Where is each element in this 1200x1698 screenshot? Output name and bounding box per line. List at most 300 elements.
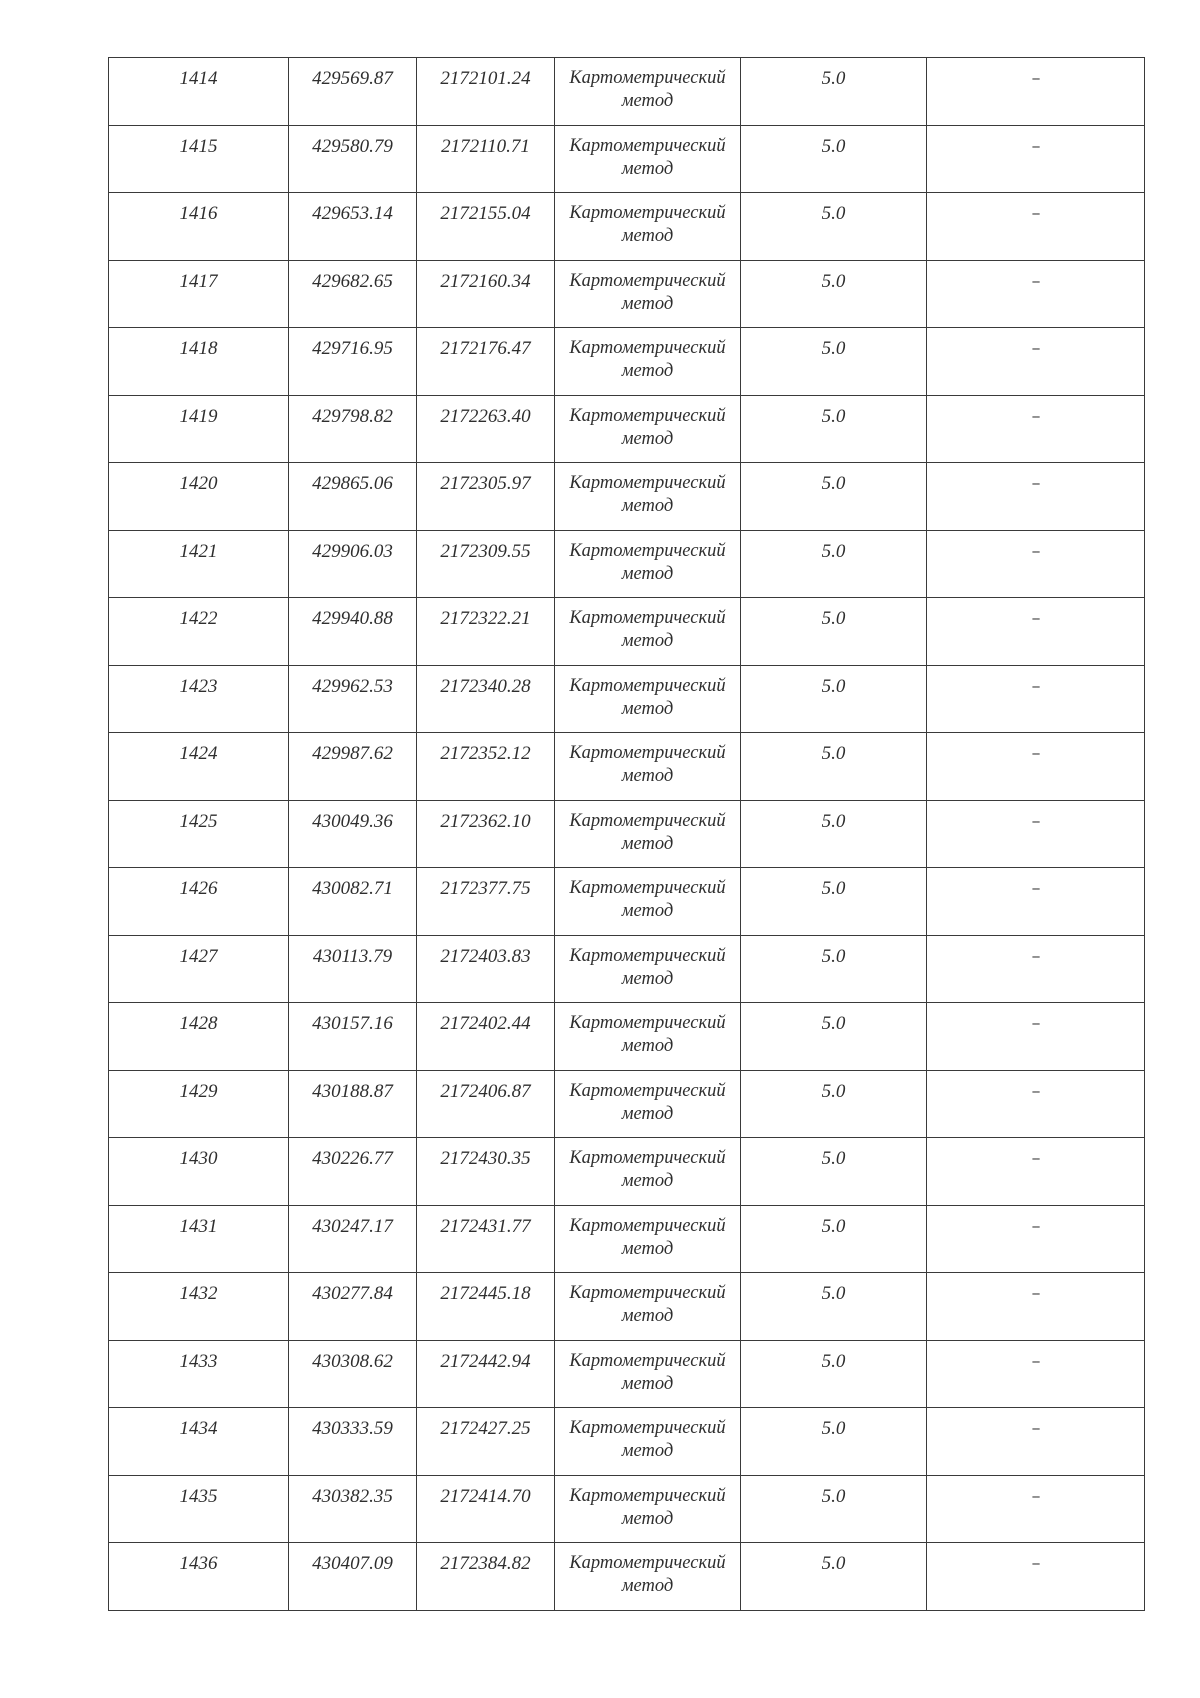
- point-number-cell: [109, 868, 289, 936]
- y-coordinate-cell: [417, 260, 555, 328]
- method-line-2: метод: [621, 698, 674, 719]
- y-coordinate-cell: [417, 598, 555, 666]
- accuracy-cell: [741, 935, 927, 1003]
- table-row: [109, 1205, 1145, 1273]
- method-line-2: метод: [621, 1373, 674, 1394]
- point-number-cell: [109, 800, 289, 868]
- accuracy-text: 5.0: [821, 473, 846, 494]
- x-coordinate-cell: [289, 1138, 417, 1206]
- method-cell: [555, 1475, 741, 1543]
- x-coordinate-text: 429906.03: [312, 540, 393, 562]
- accuracy-cell: [741, 1003, 927, 1071]
- point-number-cell: [109, 1003, 289, 1071]
- y-coordinate-cell: [417, 463, 555, 531]
- note-text: --: [1031, 1218, 1040, 1234]
- method-line-2: метод: [621, 1171, 674, 1191]
- method-cell: [555, 463, 741, 531]
- method-line-1: Картометрический: [569, 1283, 726, 1303]
- x-coordinate-cell: [289, 733, 417, 801]
- note-text: --: [1031, 1556, 1040, 1571]
- y-coordinate-text: 2172427.25: [440, 1418, 531, 1439]
- y-coordinate-text: 2172402.44: [440, 1013, 531, 1034]
- table-row: [109, 125, 1145, 193]
- note-cell: [927, 935, 1145, 1003]
- table-row: [109, 530, 1145, 598]
- y-coordinate-cell: [417, 125, 555, 193]
- y-coordinate-text: 2172305.97: [440, 473, 531, 494]
- method-line-1: Картометрический: [569, 473, 726, 493]
- note-cell: [927, 530, 1145, 598]
- point-number-cell: [109, 1408, 289, 1476]
- note-text: --: [1031, 1421, 1040, 1436]
- point-number-cell: [109, 463, 289, 531]
- x-coordinate-text: 430082.71: [312, 878, 393, 899]
- note-cell: [927, 58, 1145, 126]
- method-line-1: Картометрический: [569, 1418, 726, 1438]
- note-text: --: [1031, 611, 1040, 626]
- y-coordinate-cell: [417, 800, 555, 868]
- accuracy-text: 5.0: [821, 270, 846, 292]
- method-line-1: Картометрический: [569, 1350, 726, 1371]
- note-text: --: [1031, 1083, 1040, 1099]
- note-cell: [927, 463, 1145, 531]
- x-coordinate-text: 430407.09: [312, 1553, 393, 1574]
- x-coordinate-cell: [289, 598, 417, 666]
- y-coordinate-text: 2172442.94: [440, 1350, 531, 1372]
- table-row: [109, 1070, 1145, 1138]
- table-row: [109, 395, 1145, 463]
- x-coordinate-cell: [289, 260, 417, 328]
- method-line-2: метод: [621, 766, 674, 786]
- note-text: --: [1031, 1353, 1040, 1369]
- coordinates-table: [108, 57, 1145, 1611]
- x-coordinate-cell: [289, 1205, 417, 1273]
- accuracy-text: 5.0: [821, 338, 846, 359]
- y-coordinate-text: 2172406.87: [440, 1080, 531, 1102]
- accuracy-cell: [741, 395, 927, 463]
- method-line-1: Картометрический: [569, 1553, 726, 1573]
- table-row: [109, 1003, 1145, 1071]
- y-coordinate-text: 2172101.24: [440, 68, 531, 89]
- method-line-1: Картометрический: [569, 1013, 726, 1033]
- x-coordinate-cell: [289, 125, 417, 193]
- accuracy-text: 5.0: [821, 675, 846, 697]
- method-cell: [555, 530, 741, 598]
- note-cell: [927, 1475, 1145, 1543]
- note-text: --: [1031, 1488, 1040, 1504]
- point-number-text: 1436: [179, 1553, 218, 1574]
- point-number-text: 1432: [179, 1283, 218, 1304]
- y-coordinate-text: 2172155.04: [440, 203, 531, 224]
- note-cell: [927, 598, 1145, 666]
- y-coordinate-cell: [417, 58, 555, 126]
- method-line-1: Картометрический: [569, 203, 726, 223]
- method-cell: [555, 1205, 741, 1273]
- note-cell: [927, 665, 1145, 733]
- x-coordinate-text: 429798.82: [312, 405, 393, 427]
- x-coordinate-text: 429569.87: [312, 68, 393, 89]
- note-text: --: [1031, 1016, 1040, 1031]
- method-line-1: Картометрический: [569, 540, 726, 561]
- note-text: --: [1031, 813, 1040, 829]
- x-coordinate-cell: [289, 935, 417, 1003]
- x-coordinate-text: 430188.87: [312, 1080, 393, 1102]
- x-coordinate-text: 430308.62: [312, 1350, 393, 1372]
- method-cell: [555, 1340, 741, 1408]
- y-coordinate-text: 2172340.28: [440, 675, 531, 697]
- accuracy-cell: [741, 1273, 927, 1341]
- table-row: [109, 58, 1145, 126]
- point-number-text: 1421: [179, 540, 218, 562]
- y-coordinate-cell: [417, 1070, 555, 1138]
- accuracy-text: 5.0: [821, 810, 846, 832]
- accuracy-cell: [741, 530, 927, 598]
- x-coordinate-text: 430333.59: [312, 1418, 393, 1439]
- method-line-1: Картометрический: [569, 1485, 726, 1506]
- y-coordinate-cell: [417, 530, 555, 598]
- accuracy-text: 5.0: [821, 1553, 846, 1574]
- note-text: --: [1031, 206, 1040, 221]
- note-cell: [927, 1340, 1145, 1408]
- method-cell: [555, 665, 741, 733]
- note-cell: [927, 1138, 1145, 1206]
- method-line-1: Картометрический: [569, 675, 726, 696]
- method-line-1: Картометрический: [569, 405, 726, 426]
- method-cell: [555, 193, 741, 261]
- method-cell: [555, 1543, 741, 1611]
- y-coordinate-text: 2172322.21: [440, 608, 531, 629]
- x-coordinate-cell: [289, 1340, 417, 1408]
- x-coordinate-cell: [289, 1543, 417, 1611]
- method-line-1: Картометрический: [569, 1148, 726, 1168]
- method-cell: [555, 58, 741, 126]
- y-coordinate-text: 2172110.71: [441, 135, 530, 157]
- point-number-cell: [109, 193, 289, 261]
- table-row: [109, 1475, 1145, 1543]
- method-cell: [555, 598, 741, 666]
- note-text: --: [1031, 881, 1040, 896]
- note-text: --: [1031, 71, 1040, 86]
- note-cell: [927, 395, 1145, 463]
- point-number-cell: [109, 125, 289, 193]
- x-coordinate-text: 429940.88: [312, 608, 393, 629]
- table-row: [109, 1273, 1145, 1341]
- table-row: [109, 800, 1145, 868]
- point-number-text: 1434: [179, 1418, 218, 1439]
- method-line-1: Картометрический: [569, 338, 726, 358]
- point-number-text: 1430: [179, 1148, 218, 1169]
- note-cell: [927, 328, 1145, 396]
- accuracy-cell: [741, 1138, 927, 1206]
- y-coordinate-cell: [417, 935, 555, 1003]
- accuracy-text: 5.0: [821, 1148, 846, 1169]
- note-cell: [927, 1408, 1145, 1476]
- note-cell: [927, 1205, 1145, 1273]
- x-coordinate-cell: [289, 868, 417, 936]
- accuracy-cell: [741, 1543, 927, 1611]
- x-coordinate-text: 429682.65: [312, 270, 393, 292]
- method-cell: [555, 1003, 741, 1071]
- table-row: [109, 260, 1145, 328]
- note-text: --: [1031, 138, 1040, 154]
- y-coordinate-text: 2172377.75: [440, 878, 531, 899]
- point-number-cell: [109, 530, 289, 598]
- method-line-1: Картометрический: [569, 270, 726, 291]
- table-row: [109, 193, 1145, 261]
- note-text: --: [1031, 948, 1040, 964]
- point-number-cell: [109, 1543, 289, 1611]
- note-text: --: [1031, 1151, 1040, 1166]
- accuracy-cell: [741, 598, 927, 666]
- accuracy-text: 5.0: [821, 1350, 846, 1372]
- y-coordinate-text: 2172431.77: [440, 1215, 531, 1237]
- point-number-text: 1425: [179, 810, 218, 832]
- x-coordinate-text: 430049.36: [312, 810, 393, 832]
- y-coordinate-cell: [417, 193, 555, 261]
- y-coordinate-cell: [417, 1273, 555, 1341]
- note-text: --: [1031, 341, 1040, 356]
- point-number-cell: [109, 733, 289, 801]
- x-coordinate-cell: [289, 1475, 417, 1543]
- table-row: [109, 1408, 1145, 1476]
- point-number-text: 1428: [179, 1013, 218, 1034]
- method-line-2: метод: [621, 1036, 674, 1056]
- method-cell: [555, 1408, 741, 1476]
- point-number-text: 1418: [179, 338, 218, 359]
- method-line-2: метод: [621, 293, 674, 314]
- point-number-text: 1415: [179, 135, 218, 157]
- accuracy-text: 5.0: [821, 1215, 846, 1237]
- method-cell: [555, 1070, 741, 1138]
- point-number-text: 1427: [179, 945, 218, 967]
- method-cell: [555, 328, 741, 396]
- x-coordinate-text: 430277.84: [312, 1283, 393, 1304]
- point-number-text: 1424: [179, 743, 218, 764]
- table-row: [109, 935, 1145, 1003]
- accuracy-text: 5.0: [821, 1283, 846, 1304]
- accuracy-text: 5.0: [821, 1080, 846, 1102]
- x-coordinate-text: 429987.62: [312, 743, 393, 764]
- note-text: --: [1031, 476, 1040, 491]
- accuracy-text: 5.0: [821, 1418, 846, 1439]
- x-coordinate-cell: [289, 665, 417, 733]
- accuracy-text: 5.0: [821, 405, 846, 427]
- point-number-cell: [109, 1070, 289, 1138]
- y-coordinate-text: 2172414.70: [440, 1485, 531, 1507]
- table-row: [109, 1543, 1145, 1611]
- x-coordinate-cell: [289, 328, 417, 396]
- point-number-text: 1431: [179, 1215, 218, 1237]
- x-coordinate-cell: [289, 800, 417, 868]
- accuracy-cell: [741, 1475, 927, 1543]
- note-cell: [927, 125, 1145, 193]
- method-line-2: метод: [621, 968, 674, 989]
- method-line-2: метод: [621, 1441, 674, 1461]
- method-line-2: метод: [621, 428, 674, 449]
- note-text: --: [1031, 1286, 1040, 1301]
- y-coordinate-cell: [417, 328, 555, 396]
- point-number-cell: [109, 1205, 289, 1273]
- method-line-2: метод: [621, 1306, 674, 1326]
- x-coordinate-text: 429716.95: [312, 338, 393, 359]
- table-row: [109, 1138, 1145, 1206]
- note-cell: [927, 1003, 1145, 1071]
- y-coordinate-text: 2172384.82: [440, 1553, 531, 1574]
- y-coordinate-cell: [417, 733, 555, 801]
- point-number-cell: [109, 260, 289, 328]
- note-text: --: [1031, 678, 1040, 694]
- note-cell: [927, 733, 1145, 801]
- accuracy-cell: [741, 665, 927, 733]
- accuracy-text: 5.0: [821, 135, 846, 157]
- method-line-1: Картометрический: [569, 743, 726, 763]
- point-number-text: 1419: [179, 405, 218, 427]
- x-coordinate-text: 430113.79: [312, 945, 393, 967]
- x-coordinate-cell: [289, 1408, 417, 1476]
- accuracy-text: 5.0: [821, 878, 846, 899]
- method-line-1: Картометрический: [569, 945, 726, 966]
- point-number-text: 1414: [179, 68, 218, 89]
- y-coordinate-text: 2172352.12: [440, 743, 531, 764]
- accuracy-text: 5.0: [821, 540, 846, 562]
- accuracy-text: 5.0: [821, 1485, 846, 1507]
- method-line-2: метод: [621, 1238, 674, 1259]
- y-coordinate-cell: [417, 1003, 555, 1071]
- point-number-cell: [109, 665, 289, 733]
- note-cell: [927, 800, 1145, 868]
- point-number-cell: [109, 58, 289, 126]
- accuracy-cell: [741, 58, 927, 126]
- coordinates-table-body: [109, 58, 1145, 1611]
- note-text: --: [1031, 273, 1040, 289]
- accuracy-text: 5.0: [821, 945, 846, 967]
- accuracy-cell: [741, 868, 927, 936]
- x-coordinate-cell: [289, 395, 417, 463]
- accuracy-cell: [741, 800, 927, 868]
- x-coordinate-cell: [289, 193, 417, 261]
- table-row: [109, 463, 1145, 531]
- method-cell: [555, 395, 741, 463]
- point-number-cell: [109, 1340, 289, 1408]
- accuracy-cell: [741, 193, 927, 261]
- point-number-text: 1417: [179, 270, 218, 292]
- x-coordinate-text: 429962.53: [312, 675, 393, 697]
- note-cell: [927, 868, 1145, 936]
- y-coordinate-cell: [417, 1408, 555, 1476]
- x-coordinate-text: 430382.35: [312, 1485, 393, 1507]
- method-line-1: Картометрический: [569, 1080, 726, 1101]
- x-coordinate-text: 429653.14: [312, 203, 393, 224]
- point-number-text: 1422: [179, 608, 218, 629]
- y-coordinate-cell: [417, 1475, 555, 1543]
- x-coordinate-text: 429865.06: [312, 473, 393, 494]
- point-number-text: 1416: [179, 203, 218, 224]
- x-coordinate-cell: [289, 1003, 417, 1071]
- point-number-text: 1420: [179, 473, 218, 494]
- point-number-text: 1433: [179, 1350, 218, 1372]
- note-cell: [927, 260, 1145, 328]
- point-number-cell: [109, 328, 289, 396]
- method-line-2: метод: [621, 361, 674, 381]
- y-coordinate-text: 2172445.18: [440, 1283, 531, 1304]
- method-cell: [555, 260, 741, 328]
- method-cell: [555, 125, 741, 193]
- method-cell: [555, 868, 741, 936]
- note-text: --: [1031, 543, 1040, 559]
- x-coordinate-cell: [289, 530, 417, 598]
- accuracy-cell: [741, 463, 927, 531]
- x-coordinate-cell: [289, 463, 417, 531]
- note-text: --: [1031, 408, 1040, 424]
- method-line-2: метод: [621, 901, 674, 921]
- method-line-1: Картометрический: [569, 608, 726, 628]
- y-coordinate-cell: [417, 1543, 555, 1611]
- note-text: --: [1031, 746, 1040, 761]
- y-coordinate-cell: [417, 665, 555, 733]
- x-coordinate-text: 430157.16: [312, 1013, 393, 1034]
- method-cell: [555, 800, 741, 868]
- accuracy-cell: [741, 1205, 927, 1273]
- y-coordinate-cell: [417, 1205, 555, 1273]
- method-cell: [555, 1273, 741, 1341]
- method-line-1: Картометрический: [569, 68, 726, 88]
- accuracy-cell: [741, 328, 927, 396]
- method-line-2: метод: [621, 91, 674, 111]
- y-coordinate-text: 2172309.55: [440, 540, 531, 562]
- point-number-text: 1435: [179, 1485, 218, 1507]
- accuracy-cell: [741, 1340, 927, 1408]
- table-row: [109, 665, 1145, 733]
- point-number-text: 1423: [179, 675, 218, 697]
- accuracy-text: 5.0: [821, 203, 846, 224]
- accuracy-text: 5.0: [821, 1013, 846, 1034]
- method-line-2: метод: [621, 833, 674, 854]
- accuracy-text: 5.0: [821, 743, 846, 764]
- method-line-2: метод: [621, 563, 674, 584]
- x-coordinate-text: 430247.17: [312, 1215, 393, 1237]
- method-line-2: метод: [621, 158, 674, 179]
- table-row: [109, 598, 1145, 666]
- x-coordinate-cell: [289, 1273, 417, 1341]
- x-coordinate-text: 429580.79: [312, 135, 393, 157]
- y-coordinate-cell: [417, 395, 555, 463]
- accuracy-cell: [741, 260, 927, 328]
- note-cell: [927, 1070, 1145, 1138]
- table-row: [109, 868, 1145, 936]
- point-number-cell: [109, 598, 289, 666]
- method-line-1: Картометрический: [569, 1215, 726, 1236]
- method-line-2: метод: [621, 631, 674, 651]
- point-number-cell: [109, 1273, 289, 1341]
- method-line-1: Картометрический: [569, 810, 726, 831]
- method-line-2: метод: [621, 1103, 674, 1124]
- accuracy-cell: [741, 733, 927, 801]
- y-coordinate-text: 2172176.47: [440, 338, 531, 359]
- method-line-1: Картометрический: [569, 135, 726, 156]
- y-coordinate-text: 2172263.40: [440, 405, 531, 427]
- y-coordinate-text: 2172160.34: [440, 270, 531, 292]
- table-row: [109, 1340, 1145, 1408]
- accuracy-cell: [741, 1070, 927, 1138]
- y-coordinate-cell: [417, 1138, 555, 1206]
- point-number-cell: [109, 1475, 289, 1543]
- method-line-2: метод: [621, 1508, 674, 1529]
- point-number-cell: [109, 1138, 289, 1206]
- y-coordinate-text: 2172430.35: [440, 1148, 531, 1169]
- method-line-2: метод: [621, 1576, 674, 1596]
- note-cell: [927, 1543, 1145, 1611]
- table-row: [109, 733, 1145, 801]
